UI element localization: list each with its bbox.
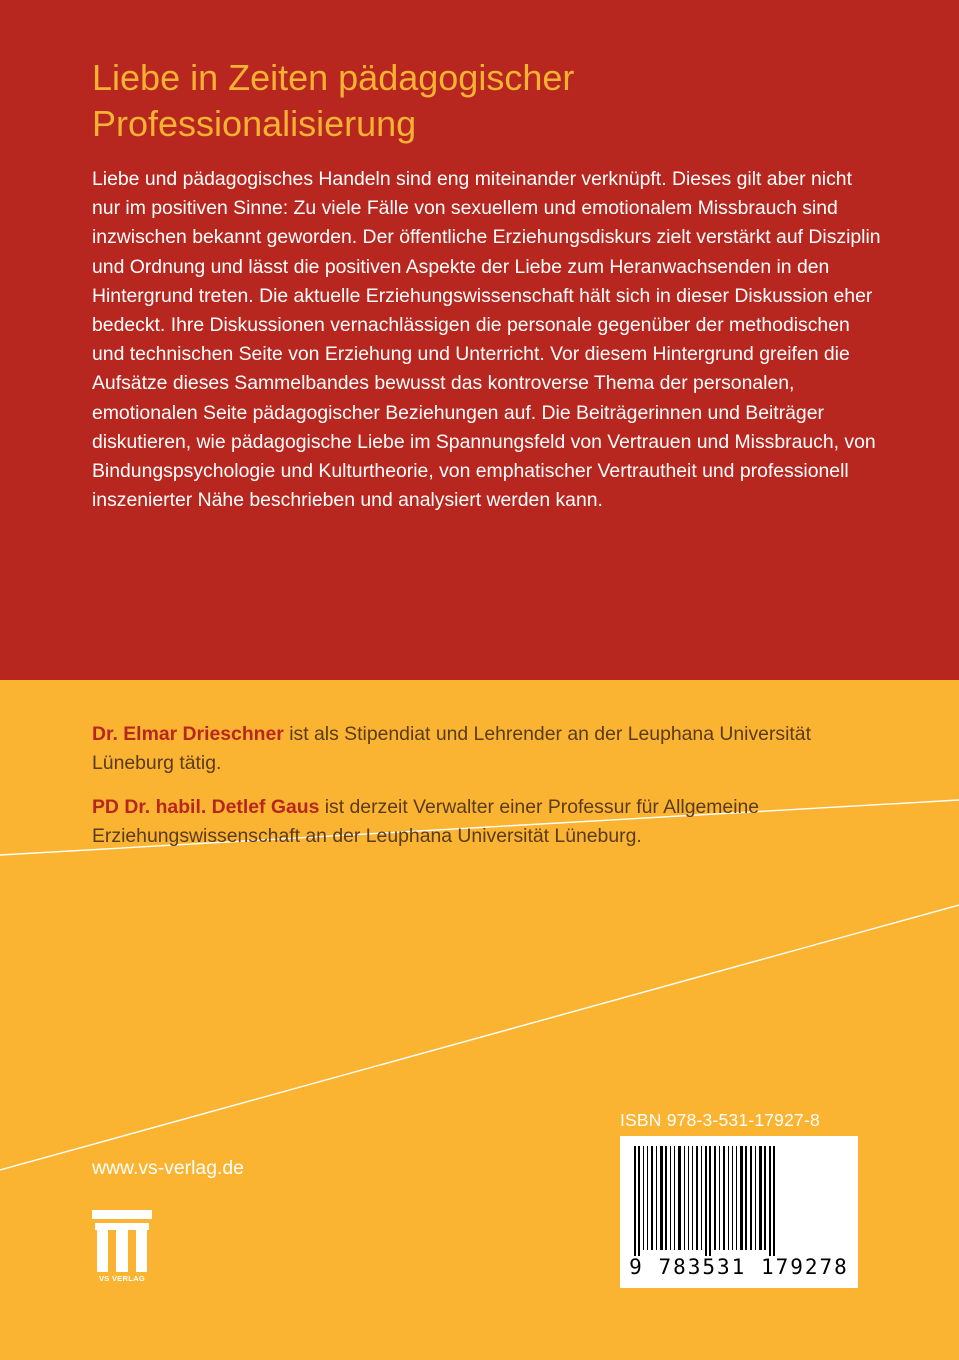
author-name-2: PD Dr. habil. Detlef Gaus (92, 796, 320, 818)
barcode-bar (647, 1146, 648, 1250)
publisher-logo-label: VS VERLAG (98, 1274, 146, 1283)
barcode-bar (643, 1146, 644, 1250)
barcode-bar (660, 1146, 663, 1250)
author-bio-1 (92, 720, 882, 778)
barcode-bar (750, 1146, 752, 1250)
barcode-bar (759, 1146, 762, 1250)
book-title (92, 55, 912, 147)
barcode-bar (705, 1146, 707, 1256)
barcode-bar (688, 1146, 689, 1250)
barcode-bar (723, 1146, 725, 1250)
barcode-bar (678, 1146, 681, 1250)
isbn-label: ISBN 978-3-531-17927-8 (620, 1110, 820, 1130)
barcode-bar (745, 1146, 747, 1250)
barcode-digits: 9 783531 179278 (629, 1255, 849, 1279)
barcode-bar (736, 1146, 737, 1250)
author-text-1: ist als Stipendiat und Lehrender an der Leuphana Universität Lüneburg tätig. (92, 723, 811, 775)
author-text-2: ist derzeit Verwalter einer Professur für Allgemeine Erziehungswissenschaft an der Leuphana Universität Lüneburg. (92, 796, 760, 848)
barcode-bar (732, 1146, 733, 1250)
barcode-bar (674, 1146, 675, 1250)
barcode-bar (740, 1146, 743, 1250)
barcode (620, 1136, 858, 1288)
title-line-2: Professionalisierung (92, 103, 417, 144)
barcode-bar (701, 1146, 702, 1250)
barcode-bar (714, 1146, 716, 1250)
book-description: Liebe und pädagogisches Handeln sind eng miteinander verknüpft. Dieses gilt aber nicht nur im positiven Sinne: Zu viele Fälle von sexuellem und emotionalem Missbrauch sind inzwischen bekannt geworden. Der öffentliche Erziehungsdiskurs zielt verstärkt auf Disziplin und Ordnung und lässt die positiven Aspekte der Liebe zum Heranwachsenden in den Hintergrund treten. Die aktuelle Erziehungswissenschaft hält sich in dieser Diskussion eher bedeckt. Ihre Diskussionen vernachlässigen die personale gegenüber der methodischen und technischen Seite von Erziehung und Unterricht. Vor diesem Hintergrund greifen die Aufsätze dieses Sammelbandes bewusst das kontroverse Thema der personalen, emotionalen Seite pädagogischer Beziehungen auf. Die Beiträgerinnen und Beiträger diskutieren, wie pädagogische Liebe im Spannungsfeld von Vertrauen und Missbrauch, von Bindungspsychologie und Kulturtheorie, von emphatischer Vertrautheit und professionell inszenierter Nähe beschrieben und analysiert werden kann. (92, 168, 881, 512)
author-name-1: Dr. Elmar Drieschner (92, 723, 284, 745)
barcode-bar (764, 1146, 766, 1250)
barcode-bar (684, 1146, 685, 1250)
barcode-bar (665, 1146, 667, 1250)
barcode-bar (656, 1146, 657, 1250)
barcode-bar (769, 1146, 771, 1256)
barcode-bar (709, 1146, 711, 1256)
barcode-bar (728, 1146, 729, 1250)
barcode-bar (719, 1146, 720, 1250)
barcode-bar (670, 1146, 671, 1250)
barcode-bar (773, 1146, 775, 1256)
barcode-bar (634, 1146, 636, 1256)
publisher-website-link[interactable]: www.vs-verlag.de (92, 1157, 244, 1179)
barcode-bar (696, 1146, 698, 1250)
barcode-bar (755, 1146, 756, 1250)
barcode-bar (638, 1146, 640, 1256)
barcode-bar (692, 1146, 693, 1250)
barcode-bar (651, 1146, 653, 1250)
author-bio-2 (92, 793, 882, 851)
title-line-1: Liebe in Zeiten pädagogischer (92, 57, 575, 98)
